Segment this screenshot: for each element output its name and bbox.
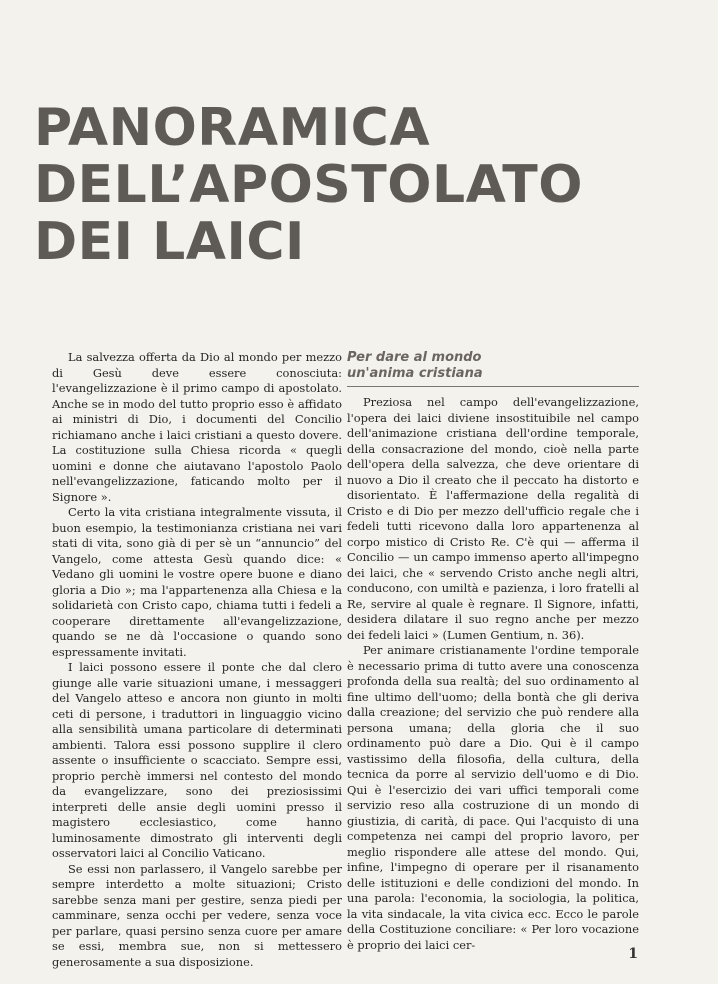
left-paragraph-2: Certo la vita cristiana integralmente vissuta, il buon esempio, la testimonianza cristiana nei vari stati di vita, sono già di per sè un “annuncio” del Vangelo, come attesta Gesù quando dice: « Vedano gli uomini le vostre opere buone e diano gloria a Dio »; ma l'appartenenza alla Chiesa e la solidarietà con Cristo capo, chiama tutti i fedeli a cooperare direttamente all'evangelizzazione, quando se ne dà l'occasione o quando sono espressamente invitati. bbox=[52, 505, 342, 659]
page-number: 1 bbox=[628, 946, 638, 962]
subhead-divider bbox=[347, 386, 639, 387]
right-paragraph-2: Per animare cristianamente l'ordine temporale è necessario prima di tutto avere una conoscenza profonda della sua realtà; del suo ordinamento al fine ultimo dell'uomo; della bontà che gli deriva dalla creazione; del servizio che può rendere alla persona umana; della gloria che il suo ordinamento può dare a Dio. Qui è il campo vastissimo della filosofia, della cultura, della tecnica da porre al servizio dell'uomo e di Dio. Qui è l'esercizio dei vari uffici temporali come servizio reso alla costruzione di un mondo di giustizia, di carità, di pace. Qui l'acquisto di una competenza nei campi del proprio lavoro, per meglio rispondere alle attese del mondo. Qui, infine, l'impegno di operare per il risanamento delle istituzioni e delle condizioni del mondo. In una parola: l'economia, la sociologia, la politica, la vita sindacale, la vita civica ecc. Ecco le parole della Costituzione conciliare: « Per loro vocazione è proprio dei laici cer- bbox=[347, 643, 639, 952]
title-line-2: DELL’APOSTOLATO bbox=[34, 155, 583, 215]
title-line-3: DEI LAICI bbox=[34, 212, 305, 272]
left-column bbox=[52, 350, 342, 970]
subhead-line-2: un'anima cristiana bbox=[347, 366, 483, 381]
left-paragraph-4: Se essi non parlassero, il Vangelo sarebbe per sempre interdetto a molte situazioni; Cristo sarebbe senza mani per gestire, senza piedi per camminare, senza occhi per vedere, senza voce per parlare, quasi persino senza cuore per amare se essi, membra sue, non si mettessero generosamente a sua disposizione. bbox=[52, 861, 342, 969]
left-paragraph-1: La salvezza offerta da Dio al mondo per mezzo di Gesù deve essere conosciuta: l'evangelizzazione è il primo campo di apostolato. Anche se in modo del tutto proprio esso è affidato ai ministri di Dio, i documenti del Concilio richiamano anche i laici cristiani a questo dovere. La costituzione sulla Chiesa ricorda « quegli uomini e donne che aiutavano l'apostolo Paolo nell'evangelizzazione, faticando molto per il Signore ». bbox=[52, 350, 342, 504]
title-line-1: PANORAMICA bbox=[34, 98, 431, 158]
article-title bbox=[34, 100, 684, 271]
section-subheading bbox=[347, 350, 639, 382]
left-paragraph-3: I laici possono essere il ponte che dal clero giunge alle varie situazioni umane, i messaggeri del Vangelo atteso e ancora non giunto in molti ceti di persone, i traduttori in linguaggio vicino alla sensibilità umana particolare di determinati ambienti. Talora essi possono supplire il clero assente o insufficiente o scacciato. Sempre essi, proprio perchè immersi nel contesto del mondo da evangelizzare, sono dei preziosissimi interpreti delle ansie degli uomini presso il magistero ecclesiastico, come hanno luminosamente dimostrato gli interventi degli osservatori laici al Concilio Vaticano. bbox=[52, 660, 342, 860]
right-column bbox=[347, 350, 639, 953]
right-paragraph-1: Preziosa nel campo dell'evangelizzazione, l'opera dei laici diviene insostituibile nel campo dell'animazione cristiana dell'ordine temporale, della consacrazione del mondo, cioè nella parte dell'opera della salvezza, che deve orientare di nuovo a Dio il creato che il peccato ha distorto e disorientato. È l'affermazione della regalità di Cristo e di Dio per mezzo dell'ufficio regale che i fedeli tutti ricevono dalla loro appartenenza al corpo mistico di Cristo Re. C'è qui — afferma il Concilio — un campo immenso aperto all'impegno dei laici, che « servendo Cristo anche negli altri, conducono, con umiltà e pazienza, i loro fratelli al Re, servire al quale è regnare. Il Signore, infatti, desidera dilatare il suo regno anche per mezzo dei fedeli laici » (Lumen Gentium, n. 36). bbox=[347, 395, 639, 642]
subhead-line-1: Per dare al mondo bbox=[347, 350, 482, 365]
